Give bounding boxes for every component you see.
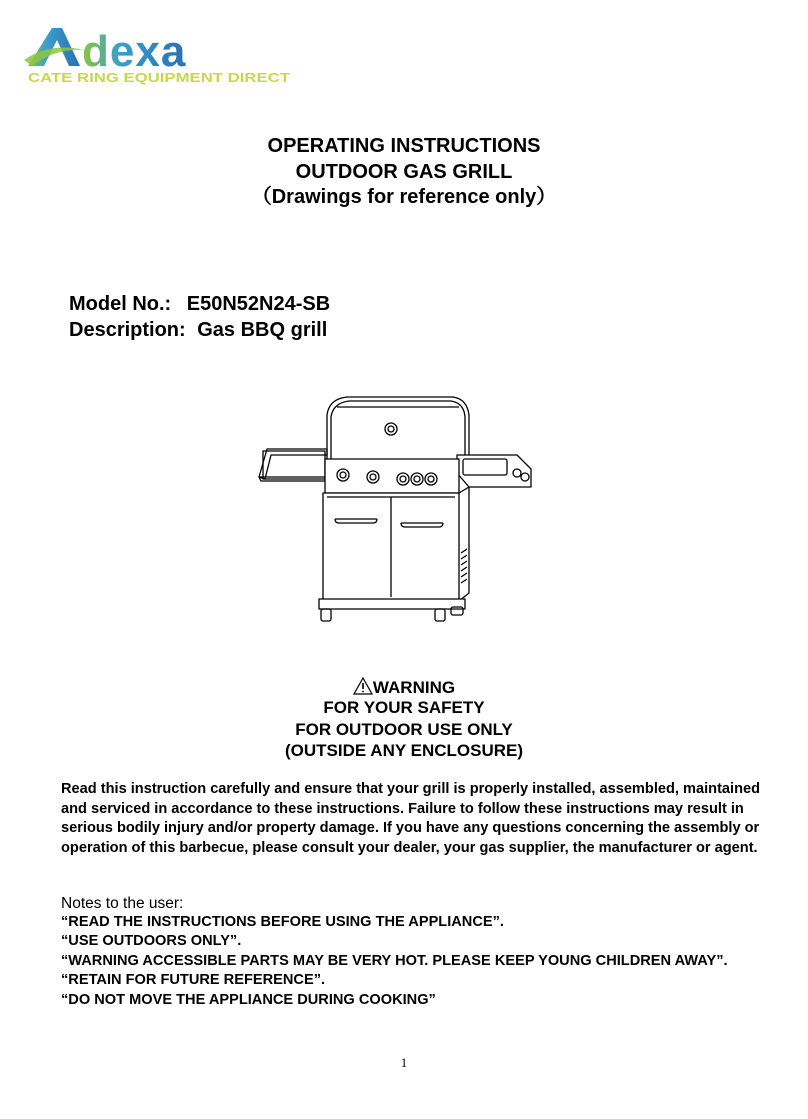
description-row bbox=[69, 318, 327, 342]
warning-line-3: (OUTSIDE ANY ENCLOSURE) bbox=[284, 741, 524, 760]
description-value: Gas BBQ grill bbox=[197, 319, 328, 341]
list-item: “RETAIN FOR FUTURE REFERENCE”. bbox=[61, 972, 326, 989]
warning-heading: WARNING bbox=[372, 678, 456, 697]
logo-tagline: CATE RING EQUIPMENT DIRECT bbox=[28, 71, 291, 85]
model-number-label: Model No.: bbox=[69, 293, 172, 315]
warning-triangle-icon bbox=[353, 677, 373, 695]
notes-list bbox=[61, 913, 771, 1010]
list-item: “USE OUTDOORS ONLY”. bbox=[61, 933, 242, 950]
title-line-2: OUTDOOR GAS GRILL bbox=[295, 161, 513, 183]
model-number-value: E50N52N24-SB bbox=[186, 293, 331, 315]
warning-line-2: FOR OUTDOOR USE ONLY bbox=[295, 720, 513, 739]
title-line-1: OPERATING INSTRUCTIONS bbox=[267, 135, 541, 157]
adexa-logo bbox=[22, 20, 302, 90]
warning-heading-row bbox=[0, 677, 808, 698]
model-number-row bbox=[69, 292, 330, 316]
gas-grill-drawing bbox=[255, 393, 535, 628]
list-item: “WARNING ACCESSIBLE PARTS MAY BE VERY HOT. PLEASE KEEP YOUNG CHILDREN AWAY”. bbox=[61, 952, 728, 969]
title-line-3: （Drawings for reference only） bbox=[251, 186, 557, 208]
list-item: “DO NOT MOVE THE APPLIANCE DURING COOKING” bbox=[61, 991, 436, 1008]
warning-line-1: FOR YOUR SAFETY bbox=[323, 698, 485, 717]
list-item: “READ THE INSTRUCTIONS BEFORE USING THE APPLIANCE”. bbox=[61, 914, 504, 930]
page-number: 1 bbox=[400, 1055, 408, 1070]
notes-title: Notes to the user: bbox=[61, 895, 184, 912]
instructions-paragraph: Read this instruction carefully and ensure that your grill is properly installed, assembled, maintained and serviced in accordance to these instructions. Failure to follow these instructions may result in serious bodily injury and/or property damage. If you have any questions concerning the assembly or operation of this barbecue, please consult your dealer, your gas supplier, the manufacturer or agent. bbox=[61, 781, 761, 856]
svg-text:dexa: dexa bbox=[82, 27, 187, 76]
description-label: Description: bbox=[69, 319, 186, 341]
